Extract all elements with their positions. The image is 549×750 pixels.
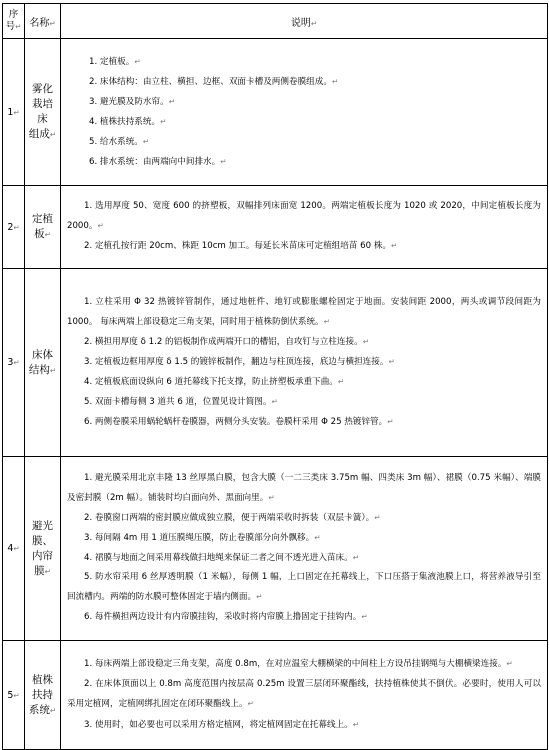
desc-line: 4. 裙膜与地面之间采用幕线做扫地绳来保证二者之间不透光进入苗床。↵ xyxy=(84,553,360,563)
row-description xyxy=(61,39,548,186)
row-name: 定植 板↵ xyxy=(25,186,61,269)
specification-table xyxy=(2,3,547,750)
row-no: 1↵ xyxy=(3,39,25,186)
table-header-row xyxy=(3,4,548,39)
desc-line: 5. 给水系统。↵ xyxy=(89,136,150,147)
row-description xyxy=(61,269,548,457)
table-row xyxy=(3,39,548,186)
desc-line: 1. 定植板。↵ xyxy=(89,56,141,67)
desc-line: 6. 排水系统：由两端向中间排水。↵ xyxy=(89,156,227,167)
desc-line: 1. 选用厚度 50、宽度 600 的挤塑板，双幅排列床面宽 1200。两端定植板长度为 1020 或 2020，中间定植板长度为 2000。↵ xyxy=(67,201,541,231)
header-name: 名称↵ xyxy=(25,4,61,39)
row-description xyxy=(61,457,548,641)
desc-line: 6. 两侧卷膜采用蜗轮蜗杆卷膜器，两侧分头安装。卷膜杆采用 Φ 25 热镀锌管。↵ xyxy=(84,416,394,427)
row-no: 2↵ xyxy=(3,186,25,269)
table-row xyxy=(3,186,548,269)
row-no: 5↵ xyxy=(3,641,25,750)
desc-line: 2. 床体结构：由立柱、横担、边框、双面卡槽及两侧卷膜组成。↵ xyxy=(89,76,339,87)
desc-line: 4. 植株扶持系统。↵ xyxy=(89,116,167,127)
table-row xyxy=(3,457,548,641)
header-no: 序 号↵ xyxy=(3,4,25,39)
desc-line: 4. 定植板底面设纵向 6 道托幕线下托支撑，防止挤塑板承重下曲。↵ xyxy=(84,376,345,387)
desc-line: 5. 防水帘采用 6 丝厚透明膜（1 米幅），每侧 1 幅，上口固定在托幕线上，下口压搭于集液池膜上口，将营养液导引至回流槽内。两端的防水膜可整体固定于墙内侧面。↵ xyxy=(67,572,541,602)
row-name: 雾化 栽培 床 组成↵ xyxy=(25,39,61,186)
desc-line: 2. 定植孔按行距 20cm、株距 10cm 加工。每延长米苗床可定植组培苗 60 株。↵ xyxy=(84,241,398,251)
row-no: 4↵ xyxy=(3,457,25,641)
desc-line: 3. 定植板边框用厚度 δ 1.5 的镀锌板制作，翻边与柱顶连接，底边与横担连接。↵ xyxy=(84,356,395,367)
desc-line: 1. 避光膜采用北京丰隆 13 丝厚黑白膜，包含大膜（一二三类床 3.75m 幅、四类床 3m 幅）、裙膜（0.75 米幅）、端膜及密封膜（2m 幅）。铺装时均白面向外、黑面向里。↵ xyxy=(67,473,541,503)
desc-line: 2. 横担用厚度 δ 1.2 的铝板制作成两端开口的槽铝，自攻钉与立柱连接。↵ xyxy=(84,336,369,347)
table-row xyxy=(3,641,548,750)
row-name: 避光 膜、 内帘 膜↵ xyxy=(25,457,61,641)
row-description xyxy=(61,186,548,269)
desc-line: 2. 在床体顶面以上 0.8m 高度范围内按层高 0.25m 设置三层闭环聚酯线，扶持植株使其不倒伏。必要时，使用人可以采用定植网，定植网绑扎固定在闭环聚酯线上。↵ xyxy=(67,678,541,709)
header-desc: 说明↵ xyxy=(61,4,548,39)
desc-line: 3. 使用时，如必要也可以采用方格定植网，将定植网固定在托幕线上。↵ xyxy=(84,719,360,730)
row-name: 植株 扶持 系统↵ xyxy=(25,641,61,750)
row-description xyxy=(61,641,548,750)
row-no: 3↵ xyxy=(3,269,25,457)
desc-line: 5. 双面卡槽每侧 3 道共 6 道，位置见设计简图。↵ xyxy=(84,396,278,407)
desc-line: 2. 卷膜窗口两端的密封膜应做成独立膜，便于两端采收时拆装（双层卡簧）。↵ xyxy=(84,513,381,523)
desc-line: 1. 每床两端上部设稳定三角支架，高度 0.8m，在对应温室大棚横梁的中间柱上方设吊挂钢绳与大棚横梁连接。↵ xyxy=(84,659,513,669)
desc-line: 3. 避光膜及防水帘。↵ xyxy=(89,96,175,107)
desc-line: 1. 立柱采用 Φ 32 热镀锌管制作，通过地桩件、地钉或膨胀螺栓固定于地面。安装间距 2000，两头或调节段间距为 1000。 每床两端上部设稳定三角支架，同时用于植株防倒伏系统。↵ xyxy=(67,296,541,327)
desc-line: 3. 每间隔 4m 用 1 道压膜绳压膜，防止卷膜部分向外飘移。↵ xyxy=(84,533,321,543)
desc-line: 6. 每件横担两边设计有内帘膜挂钩，采收时将内帘膜上撸固定于挂钩内。↵ xyxy=(84,612,368,622)
row-name: 床体 结构↵ xyxy=(25,269,61,457)
table-row xyxy=(3,269,548,457)
